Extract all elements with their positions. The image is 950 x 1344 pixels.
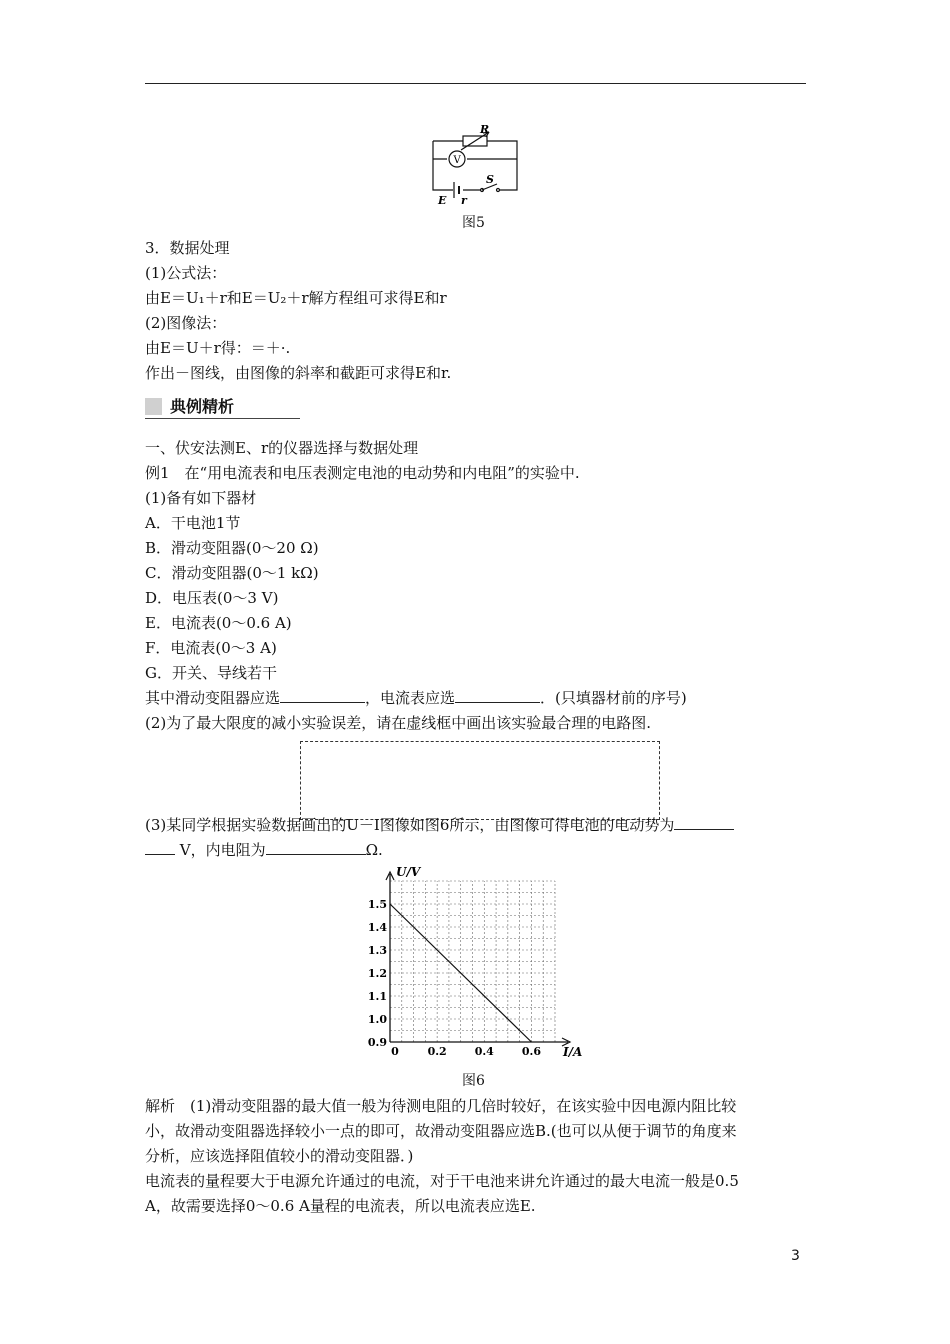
option-f: F．电流表(0～3 A) <box>145 639 277 657</box>
x-axis-label: I/A <box>563 1045 583 1059</box>
section-heading-icon <box>145 398 162 415</box>
q3-text-c: Ω. <box>365 841 383 859</box>
chart-tick-labels <box>368 898 541 1058</box>
switch-contact <box>497 189 500 192</box>
option-g: G．开关、导线若干 <box>145 664 277 682</box>
label-r: r <box>461 194 467 207</box>
option-b: B．滑动变阻器(0～20 Ω) <box>145 539 319 557</box>
answer-blank-ammeter[interactable] <box>455 688 540 703</box>
answer-blank-emf-part2[interactable] <box>145 840 175 855</box>
option-e: E．电流表(0～0.6 A) <box>145 614 292 632</box>
option-a: A．干电池1节 <box>145 514 241 532</box>
chart-axes <box>386 872 570 1046</box>
section-heading <box>145 396 300 420</box>
x-tick-label: 0.4 <box>474 1045 494 1058</box>
question-3-line-2 <box>145 840 383 860</box>
answer-blank-emf-part1[interactable] <box>674 815 734 830</box>
fig5-caption: 图5 <box>462 215 485 231</box>
text-line-1: 3．数据处理 <box>145 239 230 257</box>
y-tick-label: 1.5 <box>367 898 387 911</box>
analysis-line-2: 小，故滑动变阻器选择较小一点的即可，故滑动变阻器应选B.(也可以从便于调节的角度来 <box>145 1122 737 1140</box>
q1-text-c: ．(只填器材前的序号) <box>540 689 687 707</box>
section-heading-rule <box>145 418 300 419</box>
analysis-line-3: 分析，应该选择阻值较小的滑动变阻器．) <box>145 1147 414 1165</box>
text-line-3: 由E＝U₁＋r和E＝U₂＋r解方程组可求得E和r <box>145 289 447 307</box>
y-tick-label: 1.4 <box>367 921 387 934</box>
fig6-caption: 图6 <box>462 1073 485 1089</box>
question-2-line: (2)为了最大限度的减小实验误差，请在虚线框中画出该实验最合理的电路图. <box>145 714 652 732</box>
y-tick-label: 1.1 <box>367 990 387 1003</box>
ui-graph-fig6 <box>360 864 600 1070</box>
chart-grid <box>390 881 555 1042</box>
label-V: V <box>453 155 461 166</box>
analysis-line-4: 电流表的量程要大于电源允许通过的电流，对于干电池来讲允许通过的最大电流一般是0.5 <box>145 1172 739 1190</box>
y-tick-label: 1.2 <box>367 967 387 980</box>
header-rule <box>145 83 806 84</box>
text-line-6: 作出－图线，由图像的斜率和截距可求得E和r. <box>145 364 452 382</box>
body-line-2: 例1 在“用电流表和电压表测定电池的电动势和内电阻”的实验中. <box>145 464 580 482</box>
y-axis-label: U/V <box>396 865 421 879</box>
text-line-5: 由E＝U＋r得：＝＋·. <box>145 339 291 357</box>
y-tick-label: 1.0 <box>367 1013 387 1026</box>
analysis-line-1: 解析 (1)滑动变阻器的最大值一般为待测电阻的几倍时较好，在该实验中因电源内阻比较 <box>145 1097 737 1115</box>
body-line-1: 一、伏安法测E、r的仪器选择与数据处理 <box>145 439 419 457</box>
q3-text-b: V，内电阻为 <box>179 841 266 859</box>
y-tick-label: 0.9 <box>367 1036 387 1049</box>
page-number: 3 <box>791 1248 800 1264</box>
text-line-4: (2)图像法： <box>145 314 227 332</box>
label-R: R <box>480 123 490 136</box>
x-tick-label: 0.2 <box>427 1045 447 1058</box>
q3-text-a: (3)某同学根据实验数据画出的U－I图像如图6所示，由图像可得电池的电动势为 <box>145 816 675 834</box>
text-line-2: (1)公式法： <box>145 264 227 282</box>
q1-text-a: 其中滑动变阻器应选 <box>145 689 281 707</box>
question-1-line <box>145 688 687 708</box>
label-E: E <box>438 194 447 207</box>
y-tick-label: 1.3 <box>367 944 387 957</box>
body-line-3: (1)备有如下器材 <box>145 489 257 507</box>
option-d: D．电压表(0～3 V) <box>145 589 279 607</box>
x-tick-label: 0.6 <box>521 1045 541 1058</box>
analysis-line-5: A，故需要选择0～0.6 A量程的电流表，所以电流表应选E. <box>145 1197 536 1215</box>
answer-blank-rheostat[interactable] <box>280 688 365 703</box>
section-heading-text: 典例精析 <box>170 397 235 416</box>
q1-text-b: ，电流表应选 <box>365 689 456 707</box>
question-3-line <box>145 815 734 835</box>
answer-blank-resistance[interactable] <box>266 840 366 855</box>
circuit-drawing-box[interactable] <box>300 741 660 820</box>
wire-left <box>433 141 445 190</box>
option-c: C．滑动变阻器(0～1 kΩ) <box>145 564 319 582</box>
circuit-diagram-fig5 <box>425 118 525 210</box>
x-tick-label: 0 <box>391 1045 399 1058</box>
label-S: S <box>486 173 494 186</box>
